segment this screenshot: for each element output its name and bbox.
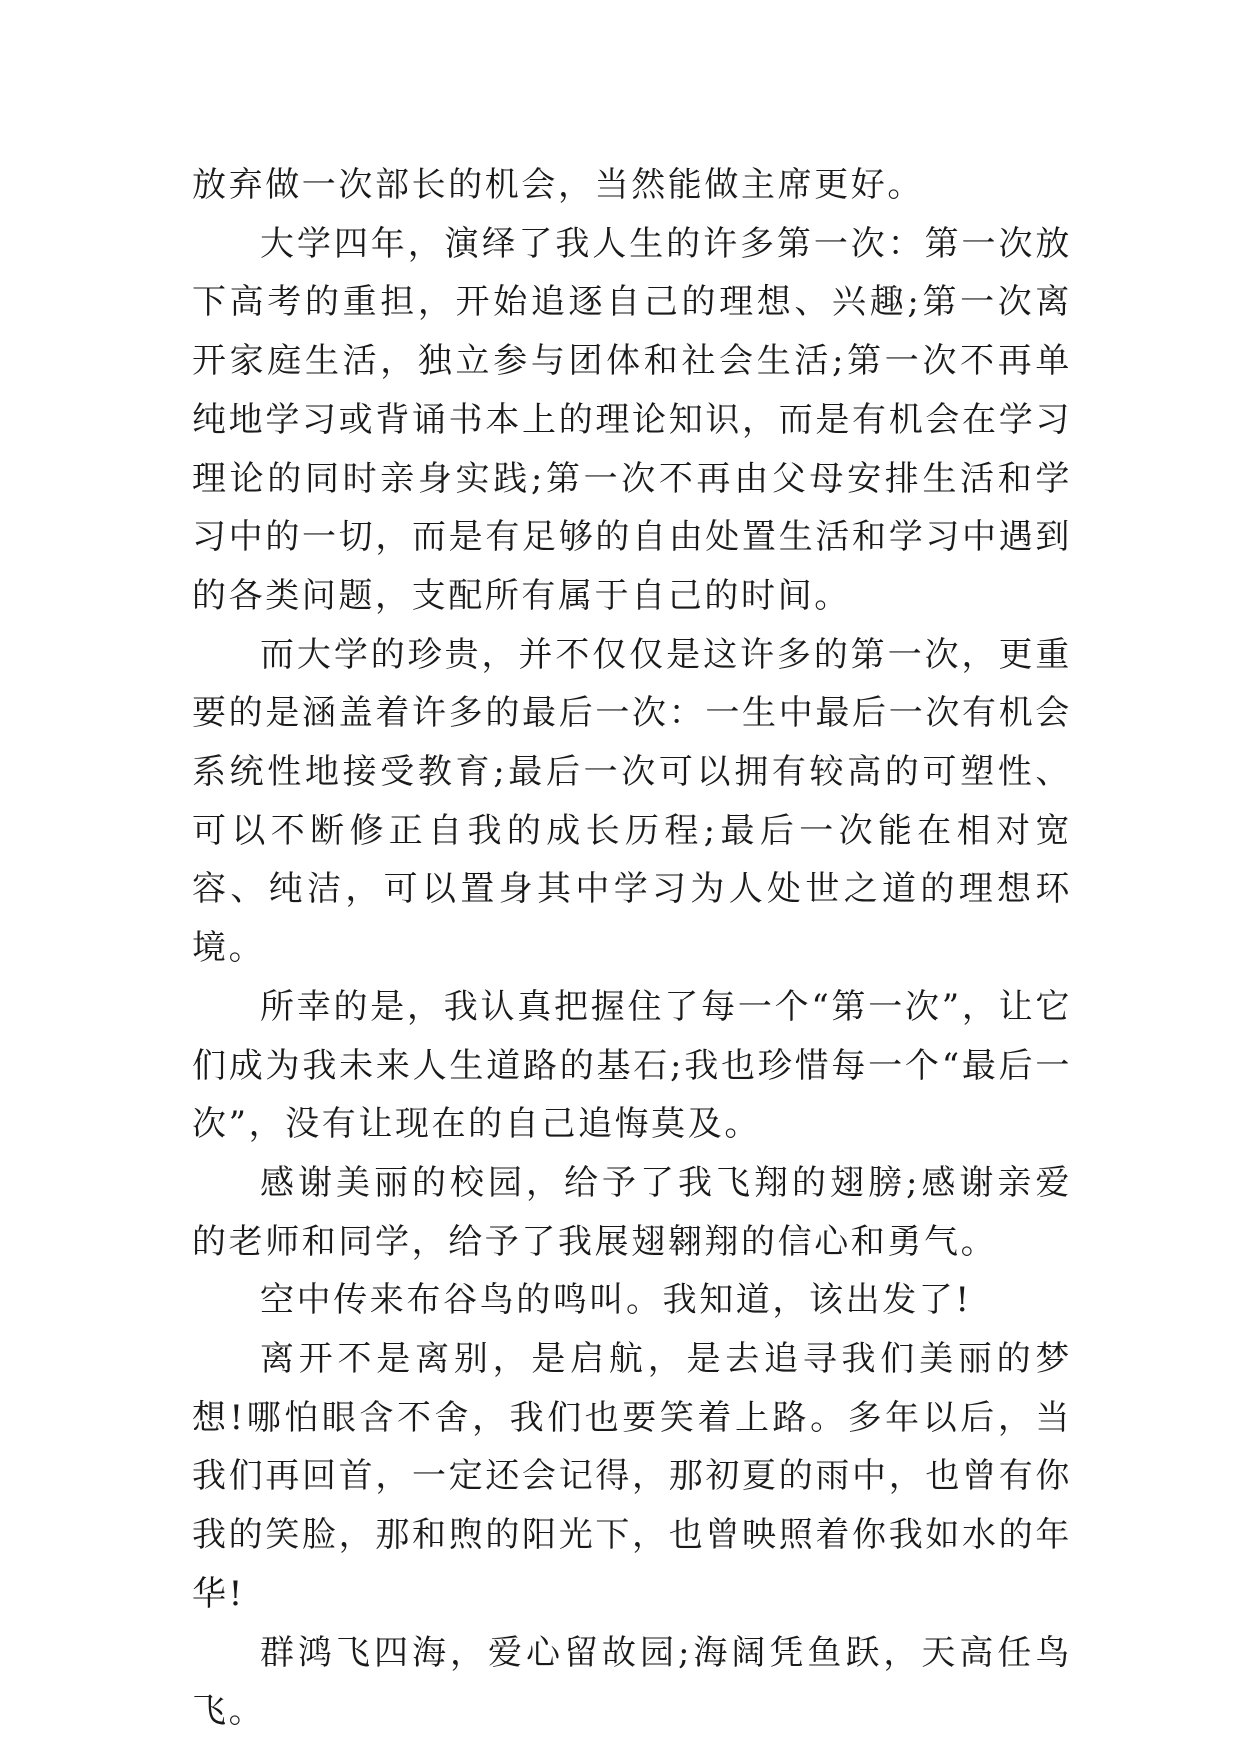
paragraph-departure: 离开不是离别，是启航，是去追寻我们美丽的梦想!哪怕眼含不舍，我们也要笑着上路。多年以后，当我们再回首，一定还会记得，那初夏的雨中，也曾有你我的笑脸，那和煦的阳光下，也曾映照着你我如水的年华!: [192, 1339, 1072, 1614]
paragraph-firsts: 大学四年，演绎了我人生的许多第一次：第一次放下高考的重担，开始追逐自己的理想、兴趣;第一次离开家庭生活，独立参与团体和社会生活;第一次不再单纯地学习或背诵书本上的理论知识，而是有机会在学习理论的同时亲身实践;第一次不再由父母安排生活和学习中的一切，而是有足够的自由处置生活和学习中遇到的各类问题，支配所有属于自己的时间。: [192, 223, 1072, 616]
paragraph-fortunate: 所幸的是，我认真把握住了每一个“第一次”，让它们成为我未来人生道路的基石;我也珍惜每一个“最后一次”，没有让现在的自己追悔莫及。: [192, 986, 1072, 1145]
body-text: [192, 156, 1072, 1741]
paragraph-lasts: 而大学的珍贵，并不仅仅是这许多的第一次，更重要的是涵盖着许多的最后一次：一生中最后一次有机会系统性地接受教育;最后一次可以拥有较高的可塑性、可以不断修正自我的成长历程;最后一次能在相对宽容、纯洁，可以置身其中学习为人处世之道的理想环境。: [192, 634, 1072, 969]
paragraph-cuckoo: 空中传来布谷鸟的鸣叫。我知道，该出发了!: [260, 1280, 972, 1321]
paragraph-continuation: 放弃做一次部长的机会，当然能做主席更好。: [192, 165, 924, 205]
paragraph-closing: 群鸿飞四海，爱心留故园;海阔凭鱼跃，天高任鸟飞。: [192, 1632, 1072, 1732]
paragraph-thanks: 感谢美丽的校园，给予了我飞翔的翅膀;感谢亲爱的老师和同学，给予了我展翅翱翔的信心和勇气。: [192, 1162, 1072, 1262]
